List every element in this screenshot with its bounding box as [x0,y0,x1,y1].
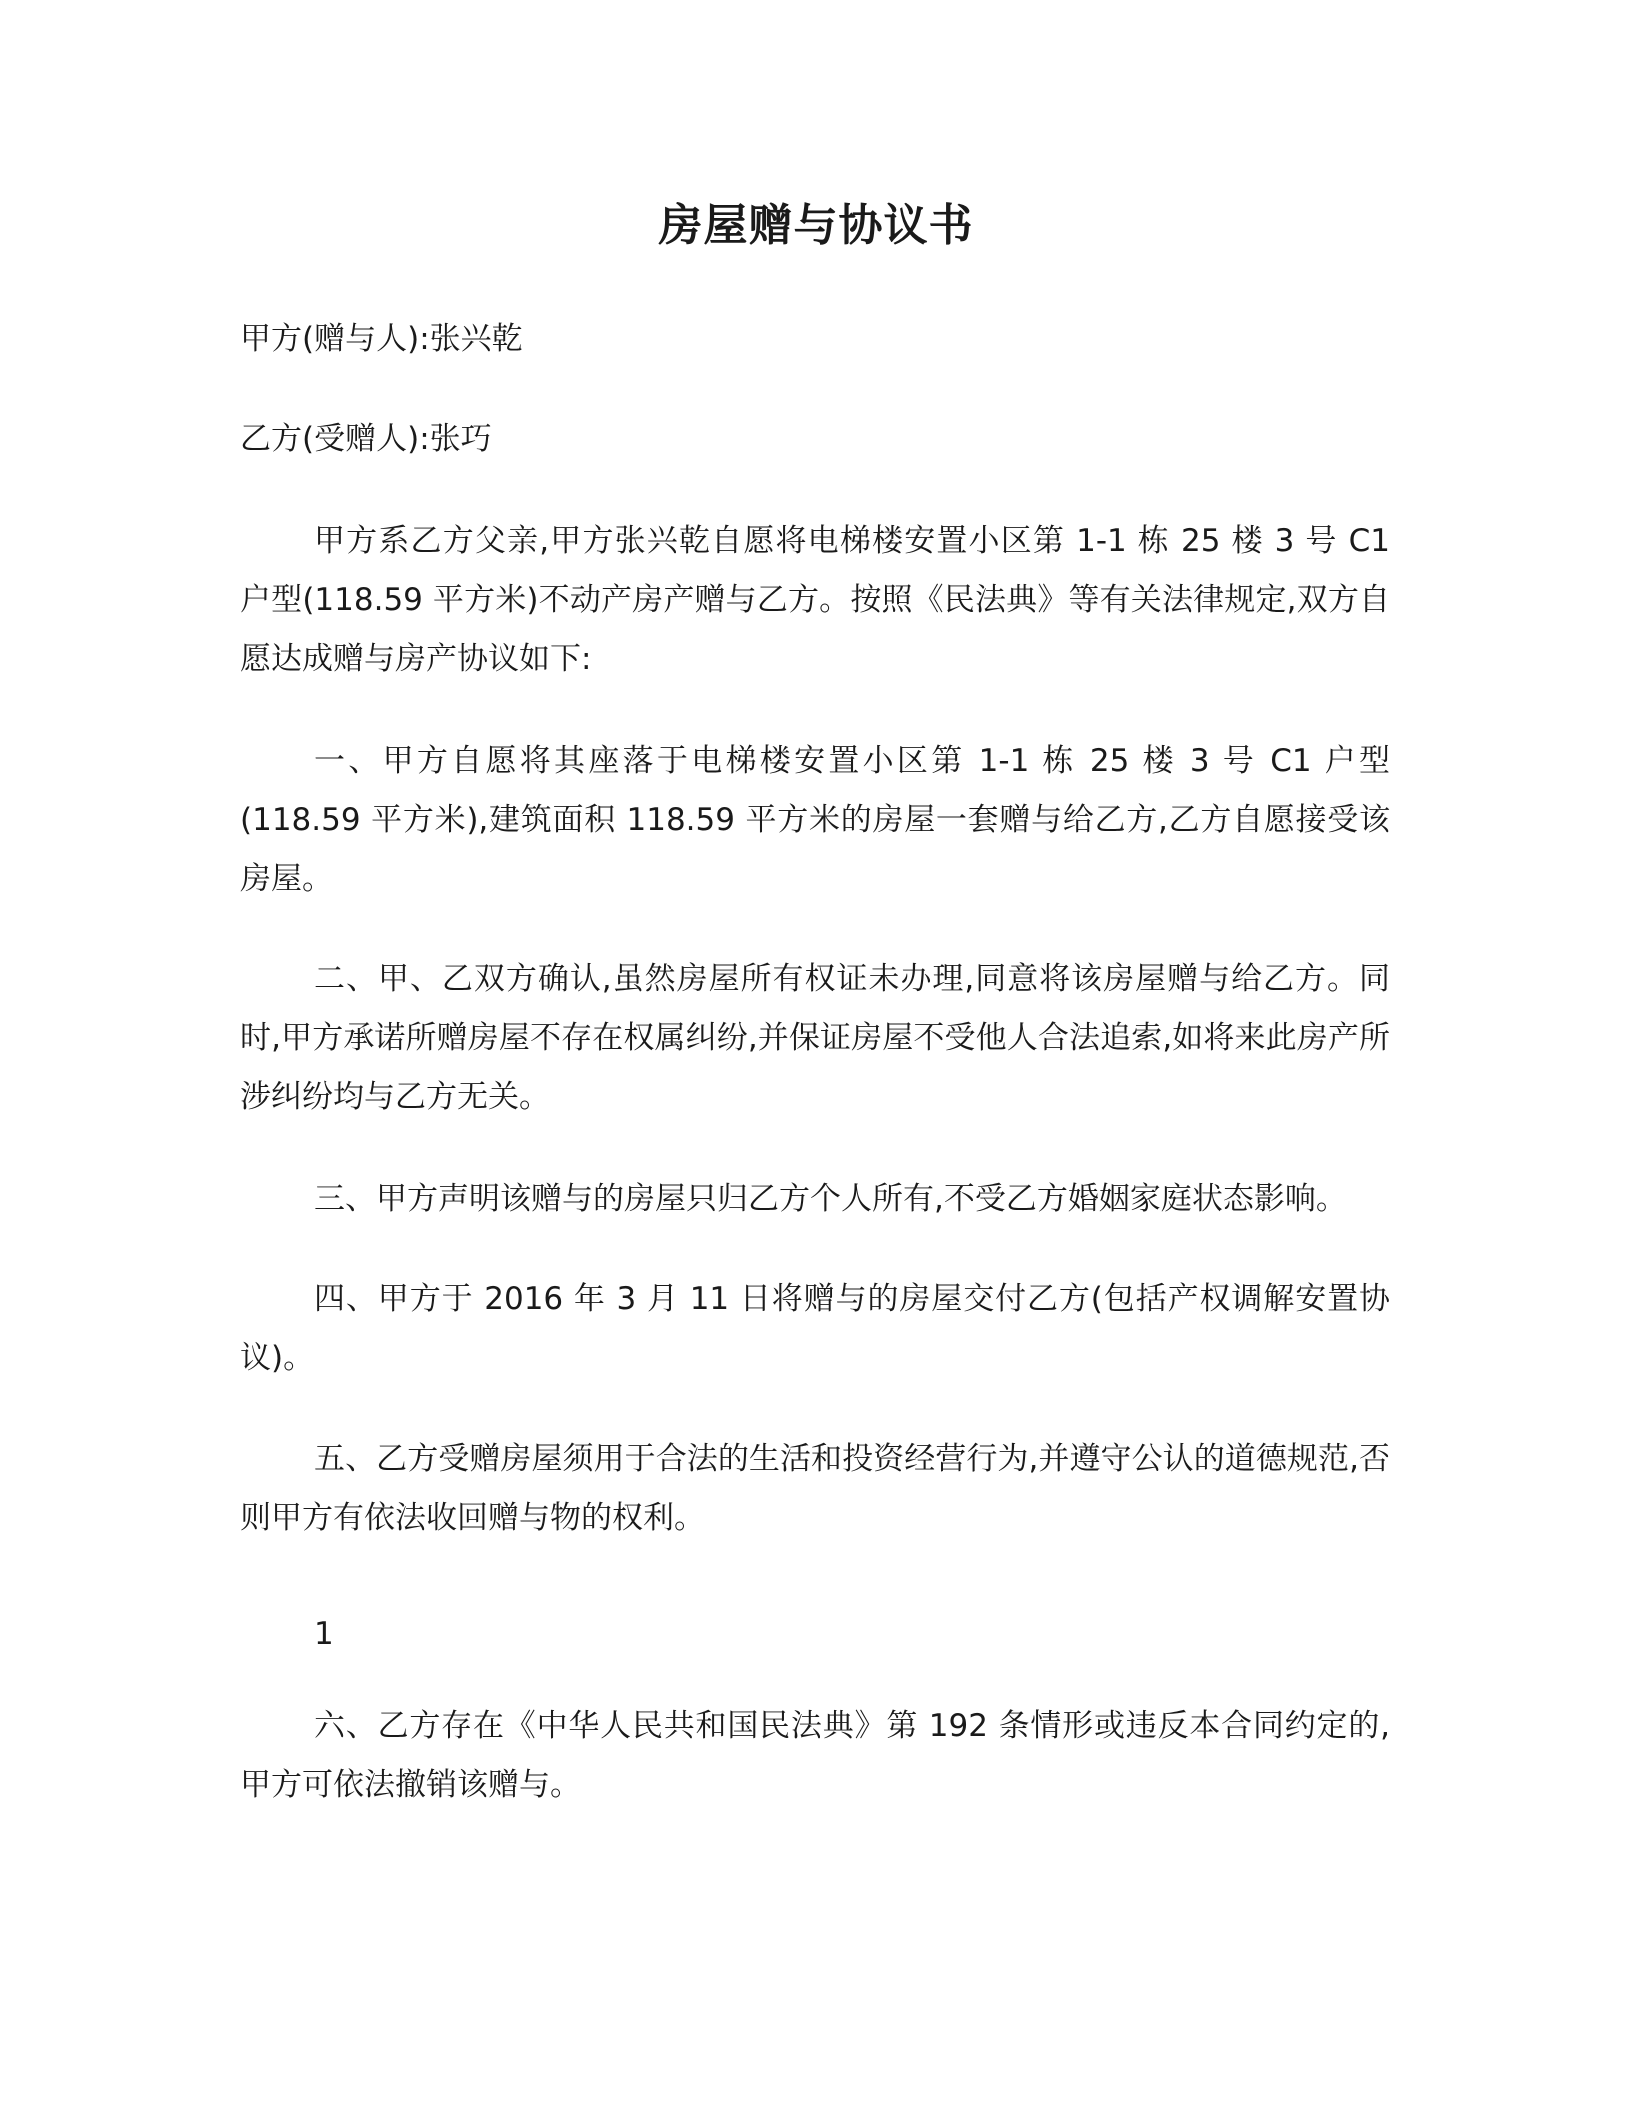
clause-3: 三、甲方声明该赠与的房屋只归乙方个人所有,不受乙方婚姻家庭状态影响。 [314,1181,1347,1217]
intro-paragraph: 甲方系乙方父亲,甲方张兴乾自愿将电梯楼安置小区第 1-1 栋 25 楼 3 号 C1 户型(118.59 平方米)不动产房产赠与乙方。按照《民法典》等有关法律规定,双方自愿达成赠与房产协议如下: [240,523,1390,677]
clause-1: 一、甲方自愿将其座落于电梯楼安置小区第 1-1 栋 25 楼 3 号 C1 户型(118.59 平方米),建筑面积 118.59 平方米的房屋一套赠与给乙方,乙方自愿接受该房屋。 [240,743,1390,897]
page-number: 1 [314,1616,334,1652]
donor-line: 甲方(赠与人):张兴乾 [240,321,523,357]
donee-line: 乙方(受赠人):张巧 [240,421,492,457]
clause-6: 六、乙方存在《中华人民共和国民法典》第 192 条情形或违反本合同约定的,甲方可依法撤销该赠与。 [240,1708,1390,1803]
clause-5: 五、乙方受赠房屋须用于合法的生活和投资经营行为,并遵守公认的道德规范,否则甲方有依法收回赠与物的权利。 [240,1441,1390,1536]
clause-4: 四、甲方于 2016 年 3 月 11 日将赠与的房屋交付乙方(包括产权调解安置协议)。 [240,1281,1390,1376]
clause-2: 二、甲、乙双方确认,虽然房屋所有权证未办理,同意将该房屋赠与给乙方。同时,甲方承诺所赠房屋不存在权属纠纷,并保证房屋不受他人合法追索,如将来此房产所涉纠纷均与乙方无关。 [240,961,1390,1115]
document-title: 房屋赠与协议书 [658,200,974,251]
